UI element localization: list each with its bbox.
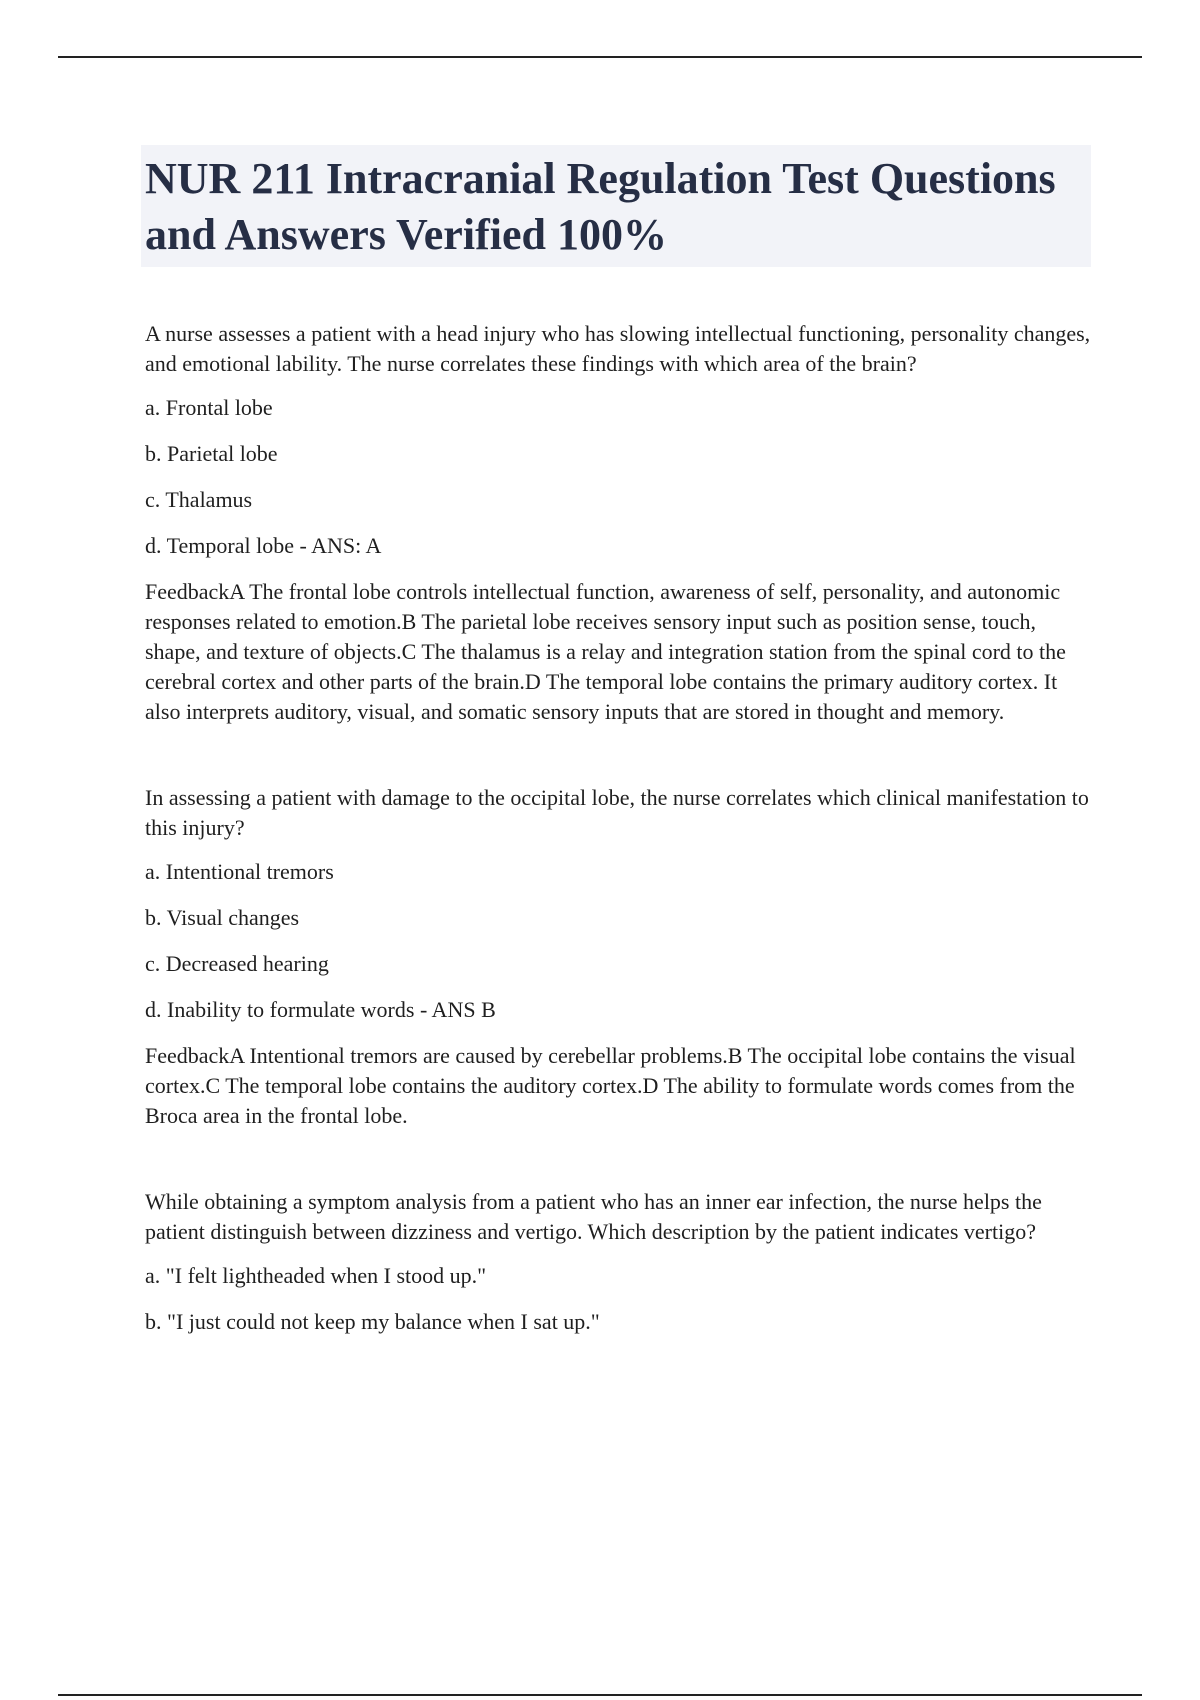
question-1 [145, 319, 1091, 727]
question-3 [145, 1187, 1091, 1337]
question-2 [145, 783, 1091, 1131]
answer-option: a. Intentional tremors [145, 859, 334, 884]
document-title: NUR 211 Intracranial Regulation Test Questions and Answers Verified 100% [145, 154, 1056, 259]
bottom-rule [58, 1694, 1142, 1696]
question-stem: While obtaining a symptom analysis from a patient who has an inner ear infection, the nurse helps the patient distinguish between dizziness and vertigo. Which description by the patient indicates vertigo? [145, 1189, 1042, 1244]
question-stem: In assessing a patient with damage to the occipital lobe, the nurse correlates which clinical manifestation to this injury? [145, 785, 1089, 840]
answer-option: d. Temporal lobe - ANS: A [145, 533, 382, 558]
answer-option: d. Inability to formulate words - ANS B [145, 997, 496, 1022]
answer-option: b. Parietal lobe [145, 441, 278, 466]
title-block [141, 145, 1091, 267]
answer-option: b. Visual changes [145, 905, 300, 930]
question-feedback: FeedbackA The frontal lobe controls intellectual function, awareness of self, personality, and autonomic responses related to emotion.B The parietal lobe receives sensory input such as position sense, touch, shape, and texture of objects.C The thalamus is a relay and integration station from the spinal cord to the cerebral cortex and other parts of the brain.D The temporal lobe contains the primary auditory cortex. It also interprets auditory, visual, and somatic sensory inputs that are stored in thought and memory. [145, 579, 1066, 724]
question-feedback: FeedbackA Intentional tremors are caused by cerebellar problems.B The occipital lobe contains the visual cortex.C The temporal lobe contains the auditory cortex.D The ability to formulate words comes from the Broca area in the frontal lobe. [145, 1043, 1076, 1128]
answer-option: a. Frontal lobe [145, 395, 273, 420]
answer-option: c. Decreased hearing [145, 951, 329, 976]
document-body [145, 145, 1091, 1353]
top-rule [58, 56, 1142, 58]
answer-option: a. "I felt lightheaded when I stood up." [145, 1263, 487, 1288]
question-stem: A nurse assesses a patient with a head injury who has slowing intellectual functioning, personality changes, and emotional lability. The nurse correlates these findings with which area of the brain? [145, 321, 1091, 376]
answer-option: c. Thalamus [145, 487, 253, 512]
answer-option: b. "I just could not keep my balance when I sat up." [145, 1309, 600, 1334]
